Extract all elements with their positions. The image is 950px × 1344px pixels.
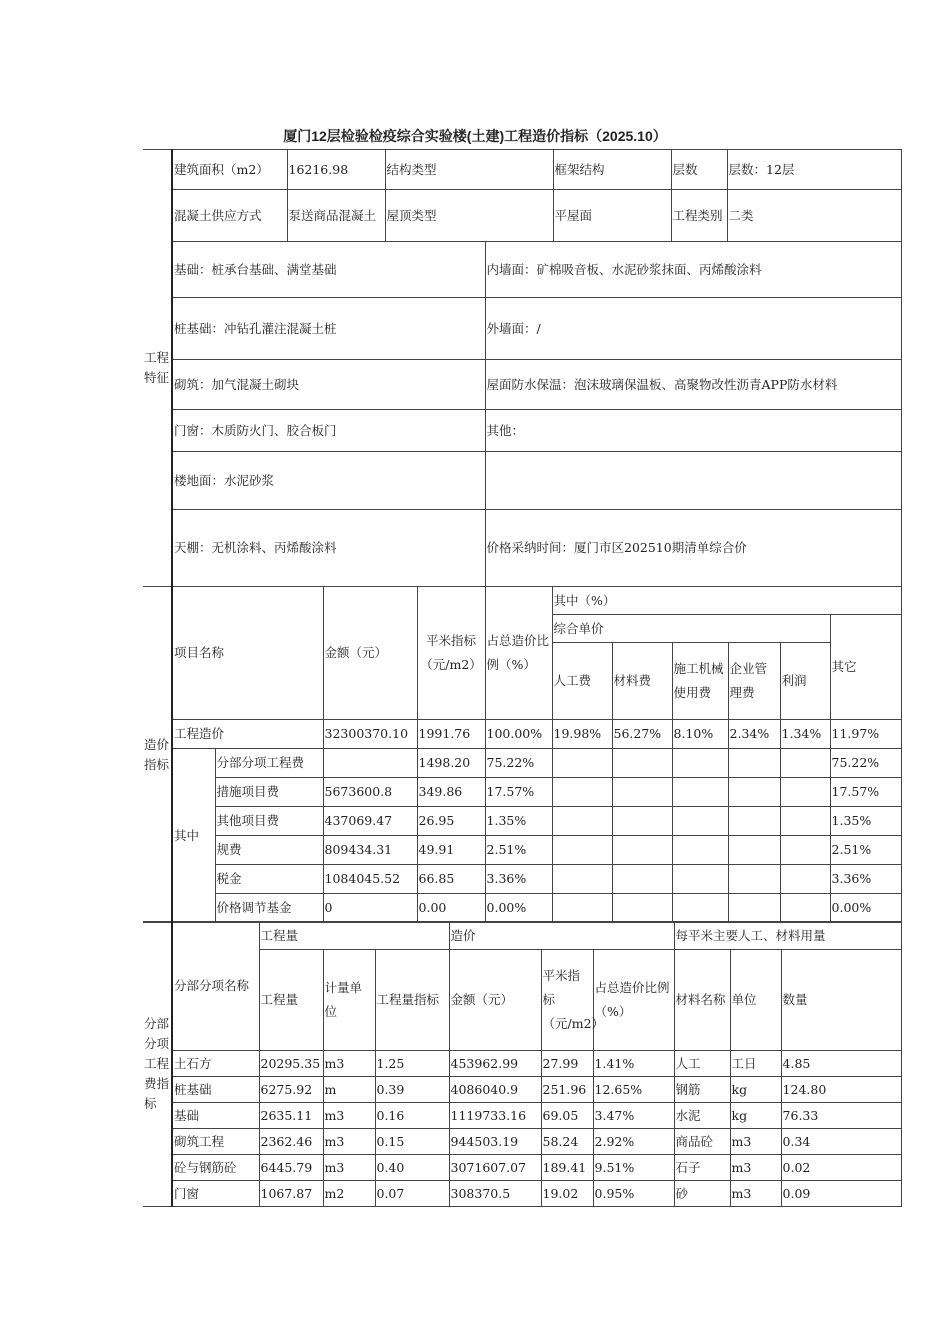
cell: 1.35% <box>485 807 552 836</box>
header-mat-unit: 单位 <box>730 950 781 1051</box>
document-title: 厦门12层检验检疫综合实验楼(土建)工程造价指标（2025.10） <box>283 128 667 144</box>
empty-cell <box>552 749 612 778</box>
row-label: 税金 <box>215 865 323 894</box>
sub-label: 其中 <box>172 749 215 923</box>
row-label: 措施项目费 <box>215 778 323 807</box>
cell: 3071607.07 <box>449 1155 541 1181</box>
empty-cell <box>612 865 672 894</box>
cell: m3 <box>323 1051 375 1077</box>
cell: 框架结构 <box>553 150 671 190</box>
header-sqm: 平米指标（元/m2） <box>417 587 485 720</box>
cell: kg <box>730 1077 781 1103</box>
feature-left: 天棚：无机涂料、丙烯酸涂料 <box>172 510 485 587</box>
empty-cell <box>552 894 612 923</box>
empty-cell <box>672 894 728 923</box>
feature-right <box>485 452 901 510</box>
empty-cell <box>728 749 780 778</box>
empty-cell <box>552 807 612 836</box>
header-mat-qty: 数量 <box>781 950 901 1051</box>
empty-cell <box>612 836 672 865</box>
header-amount: 金额（元） <box>323 587 417 720</box>
header-amount: 金额（元） <box>449 950 541 1051</box>
cell: m <box>323 1077 375 1103</box>
subitems-section-label: 分部分项工程费指标 <box>143 922 172 1207</box>
header-quantity-group: 工程量 <box>259 922 449 950</box>
header-other: 其它 <box>830 615 901 720</box>
empty-cell <box>672 749 728 778</box>
cell: 层数：12层 <box>727 150 901 190</box>
cell: 2.92% <box>593 1129 674 1155</box>
cell: 49.91 <box>417 836 485 865</box>
header-mgmt: 企业管理费 <box>728 643 780 720</box>
cell: 1.41% <box>593 1051 674 1077</box>
feature-left: 楼地面：水泥砂浆 <box>172 452 485 510</box>
cell: 809434.31 <box>323 836 417 865</box>
empty-cell <box>612 894 672 923</box>
cell: 11.97% <box>830 720 901 749</box>
cell: m3 <box>730 1155 781 1181</box>
header-of-which: 其中（%） <box>552 587 901 615</box>
cell: 工日 <box>730 1051 781 1077</box>
cell: 0.00% <box>830 894 901 923</box>
cell: 69.05 <box>541 1103 593 1129</box>
cell: 钢筋 <box>674 1077 730 1103</box>
cell: 944503.19 <box>449 1129 541 1155</box>
cell: 12.65% <box>593 1077 674 1103</box>
empty-cell <box>728 836 780 865</box>
feature-right: 价格采纳时间：厦门市区202510期清单综合价 <box>485 510 901 587</box>
total-label: 工程造价 <box>172 720 323 749</box>
cell: 3.36% <box>485 865 552 894</box>
header-material: 材料费 <box>612 643 672 720</box>
row-label: 基础 <box>172 1103 259 1129</box>
cell: 0.39 <box>375 1077 449 1103</box>
cell: m3 <box>323 1103 375 1129</box>
cell: 0.40 <box>375 1155 449 1181</box>
cell: 16216.98 <box>287 150 385 190</box>
cost-table <box>143 586 902 923</box>
empty-cell <box>672 807 728 836</box>
cell: 17.57% <box>830 778 901 807</box>
subitems-table <box>143 921 902 1207</box>
cell: m3 <box>730 1181 781 1207</box>
header-usage-group: 每平米主要人工、材料用量 <box>674 922 901 950</box>
cell: 商品砼 <box>674 1129 730 1155</box>
header-unit: 计量单位 <box>323 950 375 1051</box>
features-table <box>143 149 902 587</box>
cell: 1498.20 <box>417 749 485 778</box>
cell: 75.22% <box>485 749 552 778</box>
cell: m2 <box>323 1181 375 1207</box>
cell: 人工 <box>674 1051 730 1077</box>
header-ratio: 占总造价比例（%） <box>485 587 552 720</box>
cell: 19.98% <box>552 720 612 749</box>
cell: 1.34% <box>780 720 830 749</box>
feature-right: 屋面防水保温：泡沫玻璃保温板、高聚物改性沥青APP防水材料 <box>485 360 901 410</box>
cell: 5673600.8 <box>323 778 417 807</box>
cell <box>323 749 417 778</box>
cell: 0.02 <box>781 1155 901 1181</box>
cell: 建筑面积（m2） <box>172 150 287 190</box>
cell: 6275.92 <box>259 1077 323 1103</box>
feature-left: 基础：桩承台基础、满堂基础 <box>172 242 485 298</box>
cell: 0 <box>323 894 417 923</box>
cell: 3.36% <box>830 865 901 894</box>
row-label: 门窗 <box>172 1181 259 1207</box>
header-name: 分部分项名称 <box>172 922 259 1051</box>
cell: 3.47% <box>593 1103 674 1129</box>
cell: 308370.5 <box>449 1181 541 1207</box>
cell: 水泥 <box>674 1103 730 1129</box>
row-label: 砌筑工程 <box>172 1129 259 1155</box>
row-label: 分部分项工程费 <box>215 749 323 778</box>
header-unit-price: 综合单价 <box>552 615 830 643</box>
row-label: 桩基础 <box>172 1077 259 1103</box>
empty-cell <box>728 865 780 894</box>
cell: 100.00% <box>485 720 552 749</box>
cell: 2635.11 <box>259 1103 323 1129</box>
cell: 2.51% <box>485 836 552 865</box>
cell: 1067.87 <box>259 1181 323 1207</box>
cell: 6445.79 <box>259 1155 323 1181</box>
cell: 251.96 <box>541 1077 593 1103</box>
row-label: 规费 <box>215 836 323 865</box>
cell: 0.16 <box>375 1103 449 1129</box>
header-sqm: 平米指标（元/m2） <box>541 950 593 1051</box>
cell: 1119733.16 <box>449 1103 541 1129</box>
cell: 工程类别 <box>671 190 727 242</box>
cell: 437069.47 <box>323 807 417 836</box>
cell: 屋顶类型 <box>385 190 553 242</box>
header-profit: 利润 <box>780 643 830 720</box>
cell: 2.51% <box>830 836 901 865</box>
cell: 0.00 <box>417 894 485 923</box>
cell: m3 <box>323 1155 375 1181</box>
cell: 19.02 <box>541 1181 593 1207</box>
empty-cell <box>672 865 728 894</box>
cell: 二类 <box>727 190 901 242</box>
cell: 8.10% <box>672 720 728 749</box>
row-label: 土石方 <box>172 1051 259 1077</box>
empty-cell <box>728 778 780 807</box>
cell: 层数 <box>671 150 727 190</box>
header-qty-index: 工程量指标 <box>375 950 449 1051</box>
empty-cell <box>780 865 830 894</box>
empty-cell <box>780 778 830 807</box>
cell: 1084045.52 <box>323 865 417 894</box>
cell: 石子 <box>674 1155 730 1181</box>
header-machine: 施工机械使用费 <box>672 643 728 720</box>
row-label: 其他项目费 <box>215 807 323 836</box>
cost-section-label: 造价指标 <box>143 587 172 923</box>
empty-cell <box>612 749 672 778</box>
cell: 2.34% <box>728 720 780 749</box>
cell: 2362.46 <box>259 1129 323 1155</box>
cell: kg <box>730 1103 781 1129</box>
row-label: 砼与钢筋砼 <box>172 1155 259 1181</box>
header-labor: 人工费 <box>552 643 612 720</box>
cell: 56.27% <box>612 720 672 749</box>
cell: 0.95% <box>593 1181 674 1207</box>
feature-right: 内墙面：矿棉吸音板、水泥砂浆抹面、丙烯酸涂料 <box>485 242 901 298</box>
cell: 66.85 <box>417 865 485 894</box>
empty-cell <box>672 778 728 807</box>
cell: 1991.76 <box>417 720 485 749</box>
empty-cell <box>780 749 830 778</box>
feature-right: 外墙面：/ <box>485 298 901 360</box>
cell: 砂 <box>674 1181 730 1207</box>
empty-cell <box>780 836 830 865</box>
cell: m3 <box>730 1129 781 1155</box>
feature-left: 砌筑：加气混凝土砌块 <box>172 360 485 410</box>
feature-right: 其他： <box>485 410 901 452</box>
header-qty: 工程量 <box>259 950 323 1051</box>
features-section-label: 工程特征 <box>143 150 172 587</box>
cell: 0.09 <box>781 1181 901 1207</box>
cell: 20295.35 <box>259 1051 323 1077</box>
header-cost-group: 造价 <box>449 922 674 950</box>
cell: 453962.99 <box>449 1051 541 1077</box>
cell: 1.35% <box>830 807 901 836</box>
empty-cell <box>780 807 830 836</box>
cell: 混凝土供应方式 <box>172 190 287 242</box>
empty-cell <box>728 894 780 923</box>
cell: 26.95 <box>417 807 485 836</box>
cell: 平屋面 <box>553 190 671 242</box>
cell: 349.86 <box>417 778 485 807</box>
cell: 76.33 <box>781 1103 901 1129</box>
cell: 75.22% <box>830 749 901 778</box>
feature-left: 门窗：木质防火门、胶合板门 <box>172 410 485 452</box>
row-label: 价格调节基金 <box>215 894 323 923</box>
cell: 0.07 <box>375 1181 449 1207</box>
empty-cell <box>552 778 612 807</box>
cell: m3 <box>323 1129 375 1155</box>
cell: 0.34 <box>781 1129 901 1155</box>
empty-cell <box>612 807 672 836</box>
cell: 4086040.9 <box>449 1077 541 1103</box>
cell: 17.57% <box>485 778 552 807</box>
cell: 1.25 <box>375 1051 449 1077</box>
cell: 124.80 <box>781 1077 901 1103</box>
cell: 泵送商品混凝土 <box>287 190 385 242</box>
empty-cell <box>552 865 612 894</box>
empty-cell <box>612 778 672 807</box>
cell: 27.99 <box>541 1051 593 1077</box>
header-item: 项目名称 <box>172 587 323 720</box>
empty-cell <box>728 807 780 836</box>
feature-left: 桩基础：冲钻孔灌注混凝土桩 <box>172 298 485 360</box>
header-ratio: 占总造价比例（%） <box>593 950 674 1051</box>
cell: 0.15 <box>375 1129 449 1155</box>
empty-cell <box>672 836 728 865</box>
cell: 32300370.10 <box>323 720 417 749</box>
header-mat: 材料名称 <box>674 950 730 1051</box>
cell: 189.41 <box>541 1155 593 1181</box>
empty-cell <box>552 836 612 865</box>
cell: 58.24 <box>541 1129 593 1155</box>
empty-cell <box>780 894 830 923</box>
cell: 4.85 <box>781 1051 901 1077</box>
cell: 9.51% <box>593 1155 674 1181</box>
cell: 0.00% <box>485 894 552 923</box>
cell: 结构类型 <box>385 150 553 190</box>
